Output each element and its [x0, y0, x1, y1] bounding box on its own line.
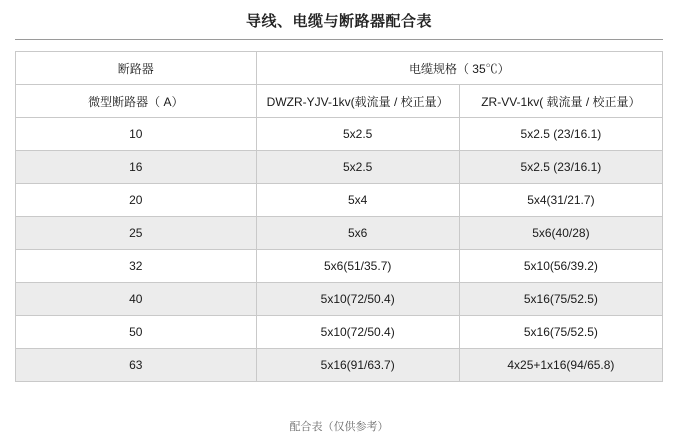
cable-breaker-table — [15, 51, 663, 382]
table-row — [16, 217, 663, 250]
header-breaker: 断路器 — [16, 52, 257, 85]
cell-zrvv: 5x6(40/28) — [459, 217, 662, 250]
cell-zrvv: 5x2.5 (23/16.1) — [459, 151, 662, 184]
cell-breaker: 16 — [16, 151, 257, 184]
column-header-mcb: 微型断路器（ A） — [16, 85, 257, 118]
table-row — [16, 283, 663, 316]
cell-zrvv: 5x16(75/52.5) — [459, 316, 662, 349]
cell-dwzr: 5x2.5 — [256, 118, 459, 151]
cell-dwzr: 5x6 — [256, 217, 459, 250]
cell-dwzr: 5x16(91/63.7) — [256, 349, 459, 382]
cell-zrvv: 5x16(75/52.5) — [459, 283, 662, 316]
cell-dwzr: 5x2.5 — [256, 151, 459, 184]
cell-zrvv: 5x4(31/21.7) — [459, 184, 662, 217]
table-row — [16, 151, 663, 184]
cell-breaker: 20 — [16, 184, 257, 217]
header-cable-spec: 电缆规格（ 35℃） — [256, 52, 662, 85]
cell-breaker: 32 — [16, 250, 257, 283]
cell-breaker: 50 — [16, 316, 257, 349]
cell-zrvv: 4x25+1x16(94/65.8) — [459, 349, 662, 382]
table-container — [15, 40, 663, 382]
cell-breaker: 10 — [16, 118, 257, 151]
table-row — [16, 316, 663, 349]
cell-dwzr: 5x10(72/50.4) — [256, 316, 459, 349]
table-row — [16, 118, 663, 151]
cell-dwzr: 5x4 — [256, 184, 459, 217]
cell-zrvv: 5x2.5 (23/16.1) — [459, 118, 662, 151]
cell-dwzr: 5x10(72/50.4) — [256, 283, 459, 316]
table-row — [16, 349, 663, 382]
column-header-dwzr: DWZR-YJV-1kv(载流量 / 校正量） — [256, 85, 459, 118]
table-row — [16, 184, 663, 217]
table-row — [16, 250, 663, 283]
cell-dwzr: 5x6(51/35.7) — [256, 250, 459, 283]
cell-breaker: 40 — [16, 283, 257, 316]
footer-note: 配合表（仅供参考） — [289, 421, 389, 433]
cell-breaker: 25 — [16, 217, 257, 250]
table-column-header-row — [16, 85, 663, 118]
cell-breaker: 63 — [16, 349, 257, 382]
cell-zrvv: 5x10(56/39.2) — [459, 250, 662, 283]
table-header-group-row — [16, 52, 663, 85]
page-title: 导线、电缆与断路器配合表 — [245, 13, 432, 30]
column-header-zrvv: ZR-VV-1kv( 载流量 / 校正量） — [459, 85, 662, 118]
